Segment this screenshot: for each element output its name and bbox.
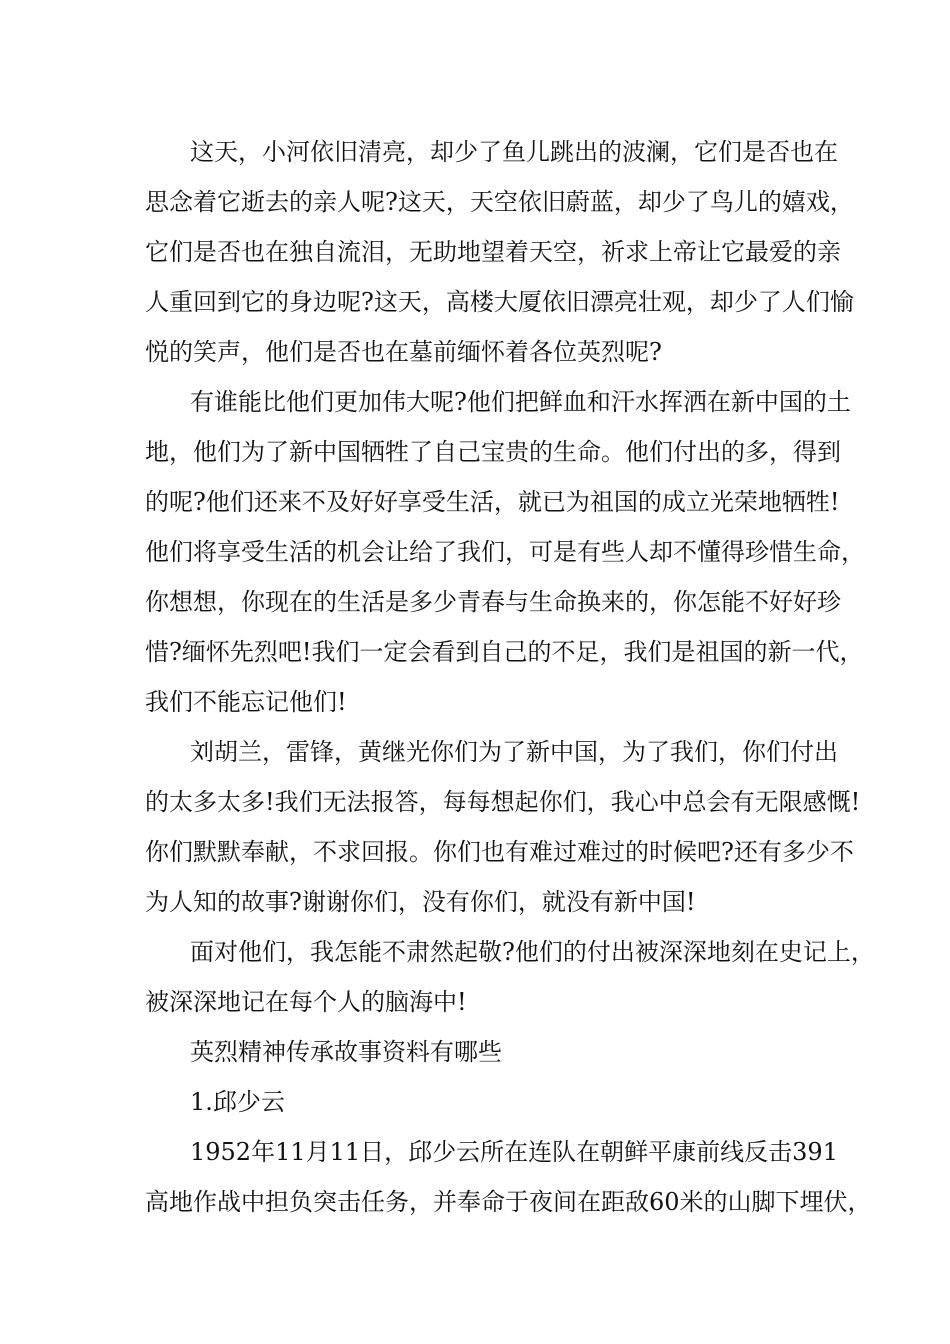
paragraph-3-line-3: 你们默默奉献，不求回报。你们也有难过难过的时候吧?还有多少不 [145,838,854,866]
paragraph-1-line-3: 它们是否也在独自流泪，无助地望着天空，祈求上帝让它最爱的亲 [145,238,841,266]
paragraph-3-line-4: 为人知的故事?谢谢你们，没有你们，就没有新中国! [145,888,696,916]
paragraph-4-line-1: 面对他们，我怎能不肃然起敬?他们的付出被深深地刻在史记上， [190,938,875,966]
section-heading: 英烈精神传承故事资料有哪些 [190,1038,502,1066]
paragraph-2-line-4: 他们将享受生活的机会让给了我们，可是有些人却不懂得珍惜生命， [145,538,865,566]
paragraph-4-line-2: 被深深地记在每个人的脑海中! [145,988,467,1016]
paragraph-2-line-1: 有谁能比他们更加伟大呢?他们把鲜血和汗水挥洒在新中国的土 [190,388,851,416]
paragraph-2-line-3: 的呢?他们还来不及好好享受生活，就已为祖国的成立光荣地牺牲! [145,488,840,516]
paragraph-2-line-5: 你想想，你现在的生活是多少青春与生命换来的，你怎能不好好珍 [145,588,841,616]
paragraph-1-line-2: 思念着它逝去的亲人呢?这天，天空依旧蔚蓝，却少了鸟儿的嬉戏， [145,188,854,216]
paragraph-2-line-2: 地，他们为了新中国牺牲了自己宝贵的生命。他们付出的多，得到 [145,438,841,466]
paragraph-1-line-5: 悦的笑声，他们是否也在墓前缅怀着各位英烈呢? [145,338,662,366]
paragraph-2-line-6: 惜?缅怀先烈吧!我们一定会看到自己的不足，我们是祖国的新一代， [145,638,864,666]
paragraph-3-line-2: 的太多太多!我们无法报答，每每想起你们，我心中总会有无限感慨! [145,788,861,816]
paragraph-7-line-2: 高地作战中担负突击任务，并奉命于夜间在距敌60米的山脚下埋伏， [145,1188,872,1216]
paragraph-1-line-4: 人重回到它的身边呢?这天，高楼大厦依旧漂亮壮观，却少了人们愉 [145,288,854,316]
paragraph-3-line-1: 刘胡兰，雷锋，黄继光你们为了新中国，为了我们，你们付出 [190,738,838,766]
paragraph-1-line-1: 这天，小河依旧清亮，却少了鱼儿跳出的波澜，它们是否也在 [190,138,838,166]
paragraph-7-line-1: 1952年11月11日，邱少云所在连队在朝鲜平康前线反击391 [190,1138,838,1166]
paragraph-2-line-7: 我们不能忘记他们! [145,688,347,716]
list-item-title: 1.邱少云 [190,1088,285,1116]
